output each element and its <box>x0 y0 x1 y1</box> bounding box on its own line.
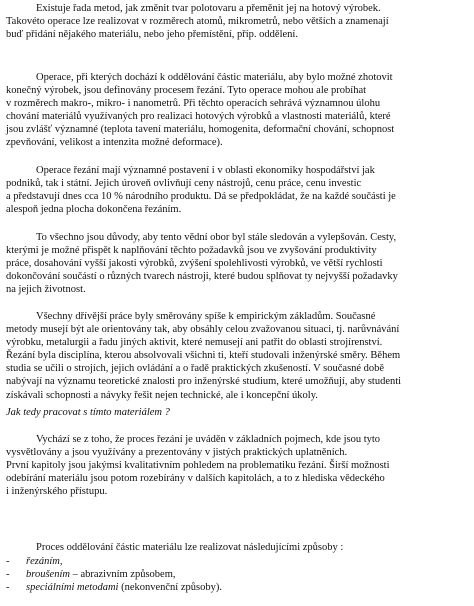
paragraph-3 <box>6 164 468 216</box>
paragraph-line: i inženýrského přístupu. <box>6 486 108 498</box>
paragraph-line: získávali schopnosti a návyky řešit nejen technické, ale i koncepční úkoly. <box>6 389 318 401</box>
paragraph-line: buď přidání nějakého materiálu, nebo jeho přemístění, příp. oddělení. <box>6 29 298 41</box>
list-item-term: řezáním, <box>26 556 63 567</box>
list-item-description: – abrazivním způsobem, <box>69 569 176 581</box>
paragraph-line: výrobku, metalurgii a řadu jiných aktivit, které nemusejí ani patřit do oblasti strojírenství. <box>6 337 383 349</box>
paragraph-line: Všechny dřívější práce byly směrovány spíše k empirickým základům. Současné <box>36 311 376 322</box>
paragraph-line: konečný výrobek, jsou definovány procesem řezání. Tyto operace mohou ale probíhat <box>6 85 367 97</box>
paragraph-7 <box>6 541 468 554</box>
paragraph-line: chování materiálů využívaných pro realizaci hotových výrobků a vlastnosti materiálů, které <box>6 111 391 123</box>
paragraph-line: Operace, při kterých dochází k oddělování částic materiálu, aby bylo možné zhotovit <box>36 72 393 83</box>
paragraph-line: jsou zvlášť významné (teplota tavení materiálu, homogenita, deformační chování, schopnost <box>6 124 395 136</box>
paragraph-5 <box>6 310 468 402</box>
paragraph-line: Vychází se z toho, že proces řezání je uváděn v základních pojmech, kde jsou tyto <box>36 434 381 445</box>
list-item-term: broušením <box>26 569 70 581</box>
paragraph-2 <box>6 71 468 150</box>
paragraph-line: studia se učili o strojích, jejich ovládání a o řadě praktických zkušeností. V současné době <box>6 363 385 375</box>
paragraph-6 <box>6 433 468 498</box>
paragraph-line: Existuje řada metod, jak změnit tvar polotovaru a přeměnit jej na hotový výrobek. <box>36 3 381 14</box>
section-heading: Jak tedy pracovat s tímto materiálem ? <box>6 407 170 418</box>
list-item-term: speciálními metodami <box>26 582 119 594</box>
paragraph-line: Operace řezání mají významné postavení i v oblasti ekonomiky hospodářství jak <box>36 165 375 176</box>
paragraph-line: odebírání materiálu jsou potom rozebírány v dalších kapitolách, a to z hlediska vědeckého <box>6 473 385 485</box>
list-bullet: - <box>6 569 10 581</box>
paragraph-line: Řezání byla disciplína, kterou absolvovali všichni ti, kteří studovali inženýrské směry. Během <box>6 350 401 362</box>
list-item <box>6 581 222 594</box>
list-item <box>6 555 222 568</box>
paragraph-line: metody musejí být ale orientovány tak, aby obsáhly celou zvažovanou situaci, tj. narůvnávání <box>6 324 400 336</box>
paragraph-line: práce, dosahování vyšší jakosti výrobků, zvýšení spolehlivosti výrobků, ve větší rychlosti <box>6 258 383 270</box>
paragraph-line: vysvětlovány a jsou využívány a prezentovány v jistých praktických uplatněních. <box>6 447 348 459</box>
paragraph-line: v rozměrech makro-, mikro- i nanometrů. Při těchto operacích sehrává významnou úlohu <box>6 98 381 110</box>
paragraph-line: Proces oddělování částic materiálu lze realizovat následujícími způsoby : <box>36 542 344 553</box>
paragraph-1 <box>6 2 468 41</box>
paragraph-line: nabývají na významu teoretické znalosti pro inženýrské studium, které umožňují, aby studenti <box>6 376 402 388</box>
paragraph-line: podniků, tak i státní. Jejich úroveň ovlivňují ceny nástrojů, cenu práce, cenu investic <box>6 178 362 190</box>
paragraph-line: Takovéto operace lze realizovat v rozměrech atomů, mikrometrů, nebo větších a znamenají <box>6 16 389 28</box>
list-item-description: (nekonvenční způsoby). <box>118 582 222 594</box>
paragraph-line: a představují dnes cca 10 % národního produktu. Dá se předpokládat, že na každé součásti je <box>6 191 396 203</box>
list-bullet: - <box>6 582 10 594</box>
list-bullet: - <box>6 556 10 567</box>
paragraph-line: zpevňování, velikost a intenzita možné deformace). <box>6 137 223 149</box>
methods-list <box>6 555 222 594</box>
paragraph-line: dokončování součástí o různých tvarech nástroji, které budou splňovat ty nejvyšší požadavky <box>6 271 398 283</box>
paragraph-4 <box>6 231 468 296</box>
paragraph-line: To všechno jsou důvody, aby tento vědní obor byl stále sledován a vylepšován. Cesty, <box>36 232 397 243</box>
paragraph-line: alespoň jedna plocha dokončena řezáním. <box>6 204 182 216</box>
paragraph-line: na jejich životnost. <box>6 284 86 296</box>
paragraph-line: kterými je možné přispět k naplňování těchto požadavků jsou ve zvyšování produktivity <box>6 245 377 257</box>
list-item <box>6 568 222 581</box>
paragraph-line: První kapitoly jsou jakýmsi kvalitativním pohledem na problematiku řezání. Širší možnosti <box>6 460 390 472</box>
